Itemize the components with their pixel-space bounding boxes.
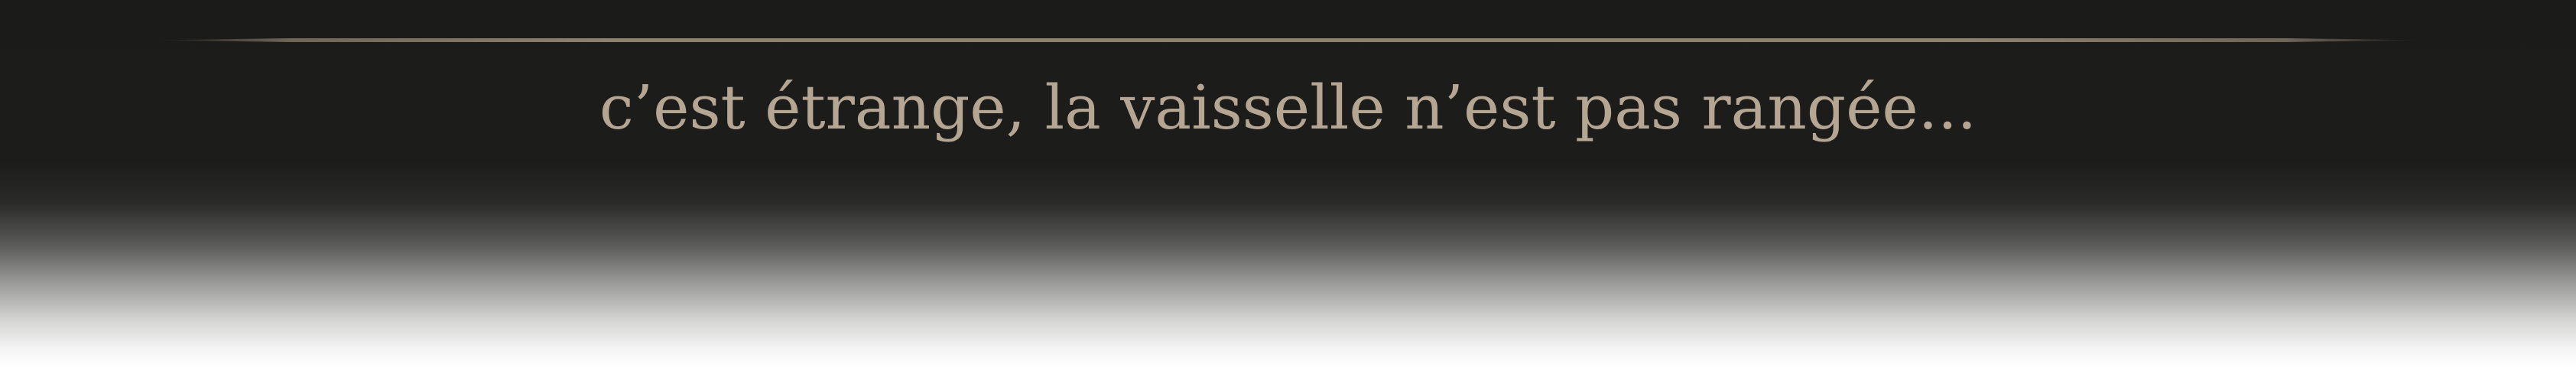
dialogue-text: c’est étrange, la vaisselle n’est pas rangée... [599, 72, 1977, 143]
ornamental-divider [153, 38, 2423, 42]
